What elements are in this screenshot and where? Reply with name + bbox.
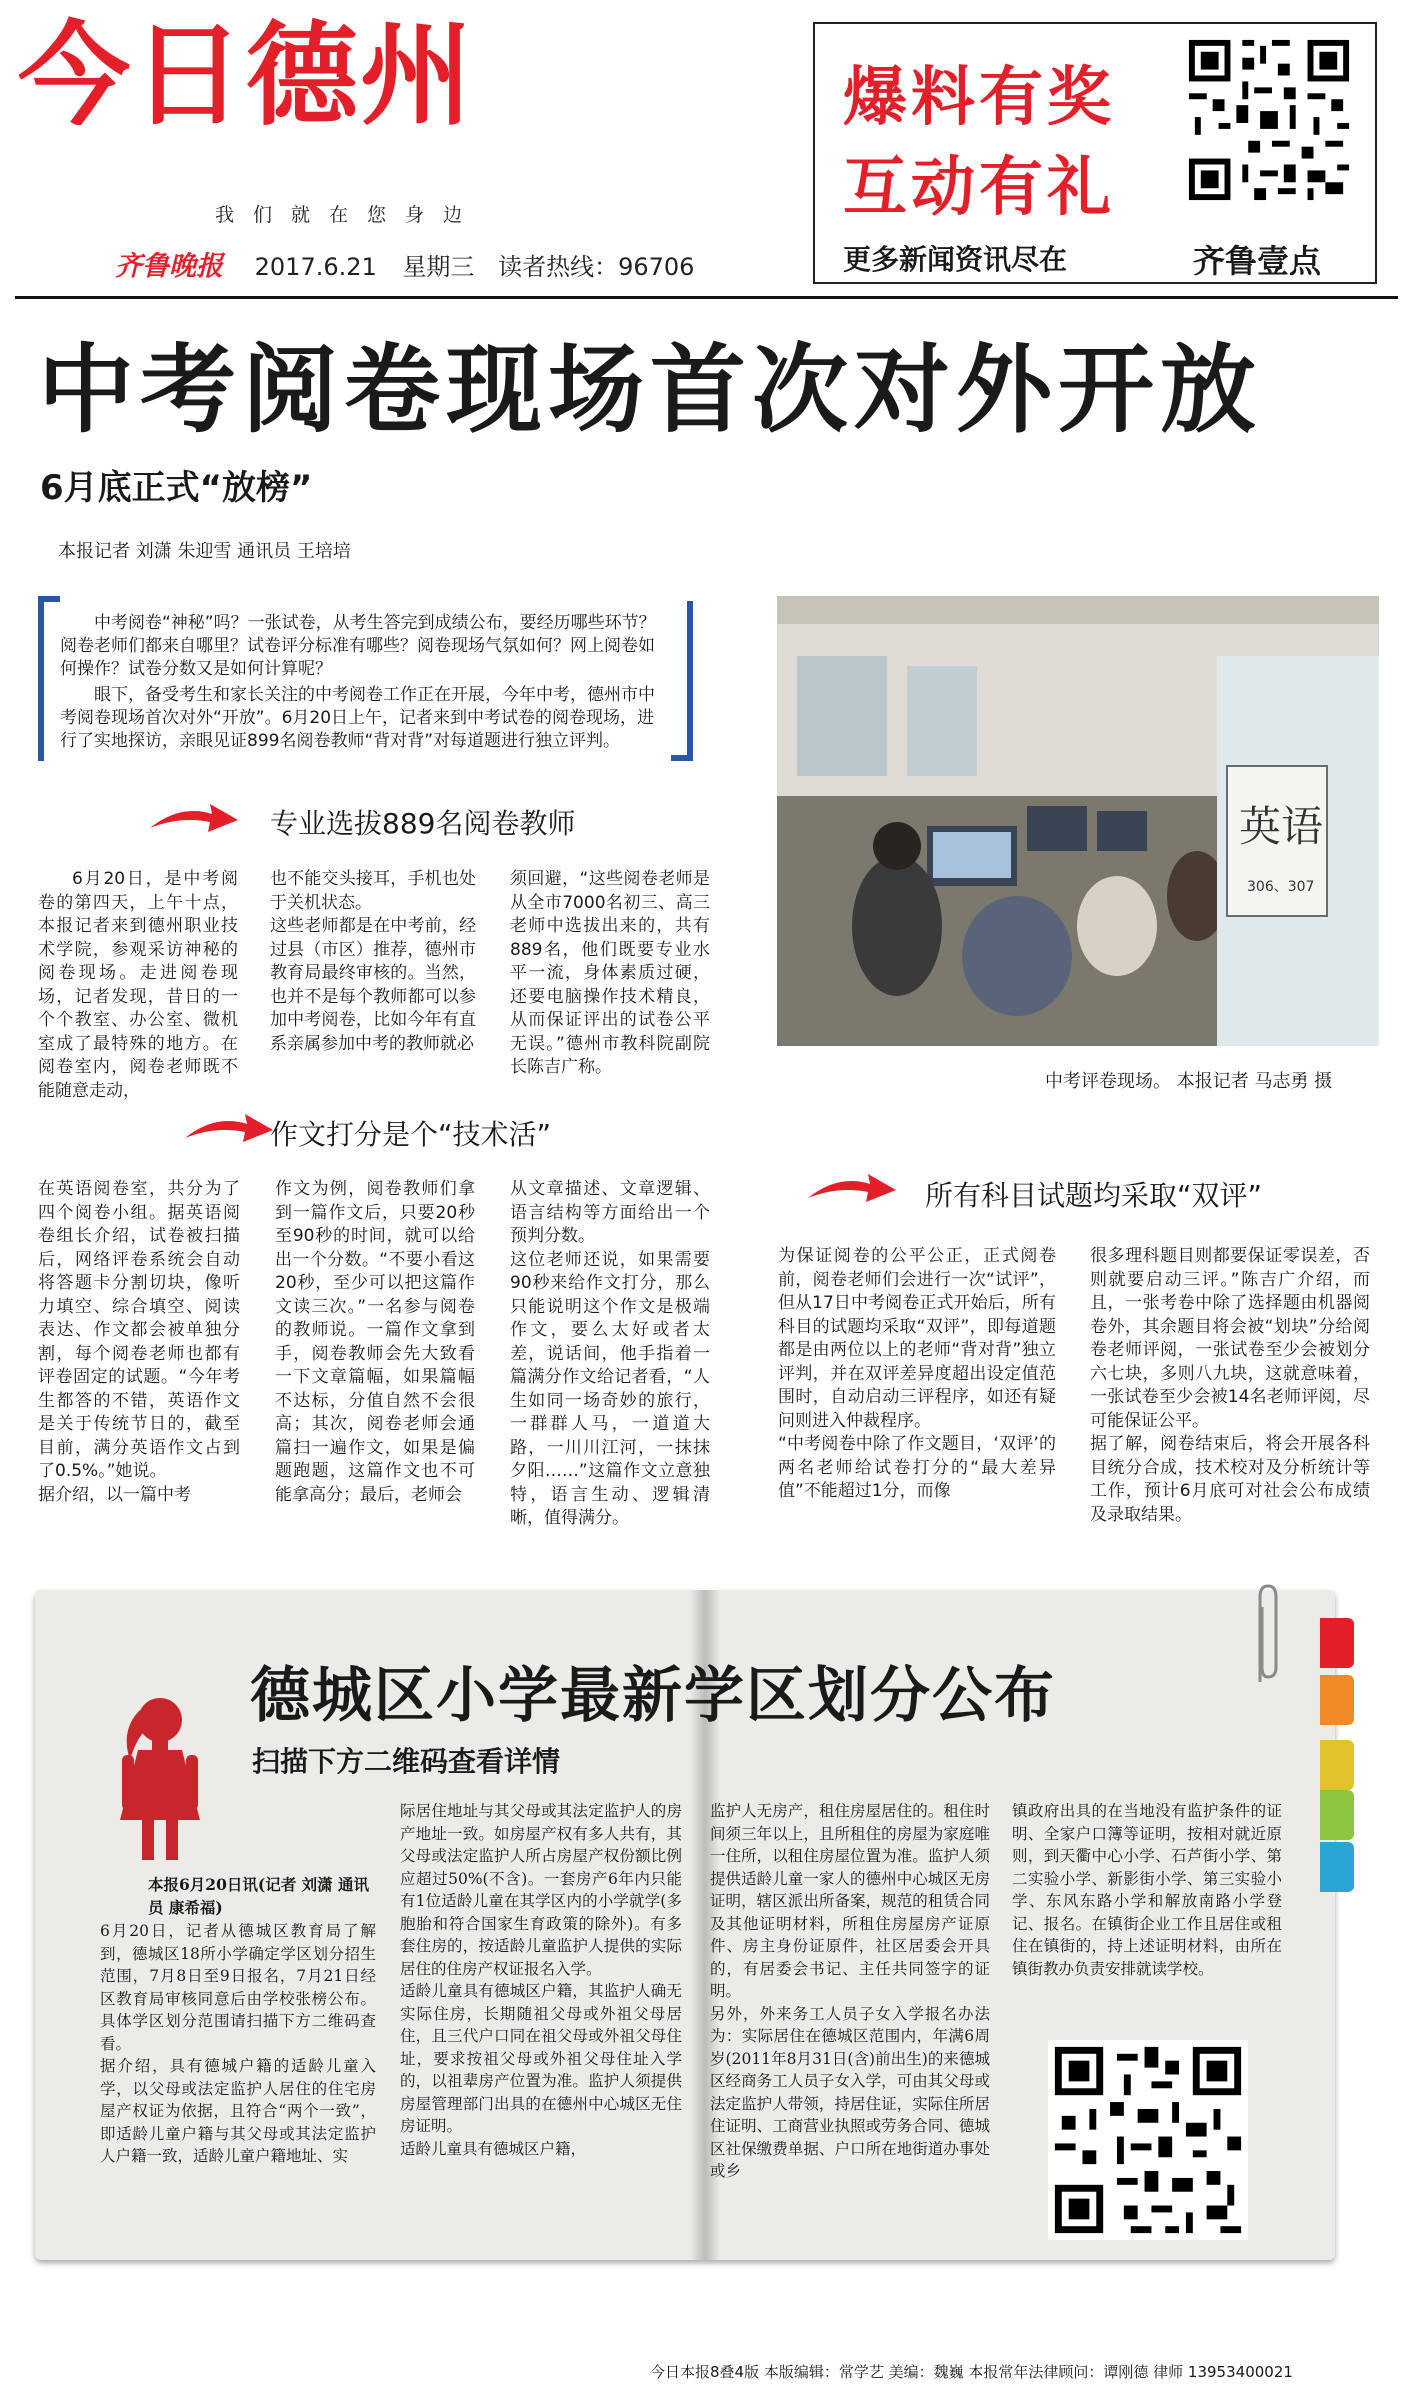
notice-dateline: 本报6月20日讯(记者 刘潇 通讯员 康希福) (148, 1875, 369, 1917)
tab-red (1320, 1618, 1354, 1668)
section-3-title: 所有科目试题均采取“双评” (925, 1179, 1263, 1212)
svg-text:306、307: 306、307 (1247, 879, 1315, 895)
promo-line-2: 互动有礼 (843, 151, 1115, 225)
section-1-col-2: 也不能交头接耳，手机也处于关机状态。 这些老师都是在中考前，经过县（市区）推荐，德州市教育局最终审核的。当然，也并不是每个教师都可以参加中考阅卷，比如今年有直系亲属参加中考的教师就必 (270, 869, 476, 1054)
paperclip-icon (1250, 1582, 1284, 1692)
arrow-icon (150, 800, 238, 834)
lead-paragraph-1: 中考阅卷“神秘”吗？一张试卷，从考生答完到成绩公布，要经历哪些环节？阅卷老师们都来自哪里？试卷评分标准有哪些？阅卷现场气氛如何？网上阅卷如何操作？试卷分数又是如何计算呢？ (60, 613, 656, 679)
article-photo (777, 596, 1379, 1046)
section-2-col-3: 从文章描述、文章逻辑、语言结构等方面给出一个预判分数。 这位老师还说，如果需要90秒来给作文打分，那么只能说明这个作文是极端作文，要么太好或者太差，说话间，他手指着一篇满分作文给记者看，“人生如同一场奇妙的旅行，一群群人马，一道道大路，一川川江河，一抹抹夕阳……”这篇作文立意独特，语言生动、逻辑清晰，值得满分。 (510, 1179, 710, 1528)
section-3-col-2: 很多理科题目则都要保证零误差，否则就要启动三评。”陈吉广介绍，而且，一张考卷中除了选择题由机器阅卷外，其余题目将会被“划块”分给阅卷老师评阅，一张试卷至少会被划分六七块，多则八九块，这就意味着，一张试卷至少会被14名老师评阅，尽可能保证公平。 据了解，阅卷结束后，将会开展各科目统分合成，技术校对及分析统计等工作，预计6月底可对社会公布成绩及录取结果。 (1090, 1246, 1370, 1525)
masthead-info (115, 244, 694, 283)
issue-date: 2017.6.21 (254, 253, 377, 281)
masthead-title: 今日德州 (18, 11, 474, 141)
section-1-col-3: 须回避，“这些阅卷老师是从全市7000名初三、高三老师中选拔出来的，共有889名，他们既要专业水平一流，身体素质过硬，还要电脑操作技术精良，从而保证评出的试卷公平无误。”德州市教科院副院长陈吉广称。 (510, 869, 710, 1077)
article-byline: 本报记者 刘潇 朱迎雪 通讯员 王培培 (58, 541, 351, 562)
section-3-col-1: 为保证阅卷的公平公正，正式阅卷前，阅卷老师们会进行一次“试评”，但从17日中考阅卷正式开始后，所有科目的试题均采取“双评”，即每道题都是由两位以上的老师“背对背”独立评判，并在双评差异度超出设定值范围时，自动启动三评程序，如还有疑问则进入仲裁程序。 “中考阅卷中除了作文题目，‘双评’的两名老师给试卷打分的“最大差异值”不能超过1分，而像 (778, 1246, 1056, 1501)
notice-col-4: 镇政府出具的在当地没有监护条件的证明、全家户口簿等证明，按相对就近原则，到天衢中心小学、石芦街小学、第二实验小学、新影街小学、第三实验小学、东风东路小学和解放南路小学登记、报名。在镇街企业工作且居住或租住在镇街的，持上述证明材料，由所在镇街教办负责安排就读学校。 (1012, 1802, 1282, 1978)
brand-logo: 齐鲁晚报 (115, 251, 223, 282)
arrow-icon (185, 1110, 273, 1144)
promo-brand: 齐鲁壹点 (1193, 242, 1322, 280)
reader-hotline: 读者热线：96706 (498, 253, 695, 281)
notice-col-3: 监护人无房产，租住房屋居住的。租住时间须三年以上，且所租住的房屋为家庭唯一住所，以租住房屋位置为准。监护人须提供适龄儿童一家人的德州中心城区无房证明，辖区派出所备案，规范的租赁合同及其他证明材料，所租住房屋房产证原件、房主身份证原件，社区居委会开具的，有居委会书记、主任共同签字的证明。 另外，外来务工人员子女入学报名办法为：实际居住在德城区范围内，年满6周岁(2011年8月31日(含)前出生)的来德城区经商务工人员子女入学，可由其父母或法定监护人带领，持居住证，实际住所居住证明、工商营业执照或劳务合同、德城区社保缴费单据、户口所在地街道办事处或乡 (710, 1802, 990, 2180)
tab-green (1320, 1790, 1354, 1840)
article-subhead: 6月底正式“放榜” (40, 468, 313, 508)
section-1-col-1: 6月20日，是中考阅卷的第四天，上午十点，本报记者来到德州职业技术学院，参观采访神秘的阅卷现场。走进阅卷现场，记者发现，昔日的一个个教室、办公室、微机室成了最特殊的地方。在阅卷室内，阅卷老师既不能随意走动， (38, 869, 238, 1101)
notice-col-1: 6月20日，记者从德城区教育局了解到，德城区18所小学确定学区划分招生范围，7月8日至9日报名，7月21日经区教育局审核同意后由学校张榜公布。具体学区划分范围请扫描下方二维码查看。 据介绍，具有德城户籍的适龄儿童入学，以父母或法定监护人居住的住宅房屋产权证为依据，且符合“两个一致”，即适龄儿童户籍与其父母或其法定监护人户籍一致，适龄儿童户籍地址、实 (100, 1922, 376, 2165)
lead-paragraph-2: 眼下，备受考生和家长关注的中考阅卷工作正在开展，今年中考，德州市中考阅卷现场首次对外“开放”。6月20日上午，记者来到中考试卷的阅卷现场，进行了实地探访，亲眼见证899名阅卷教师“背对背”对每道题进行独立评判。 (60, 685, 655, 751)
arrow-icon (808, 1170, 896, 1204)
section-2-title: 作文打分是个“技术活” (270, 1118, 552, 1151)
photo-sign-text: 英语 (1239, 802, 1324, 851)
masthead-slogan: 我们就在您身边 (215, 204, 482, 226)
photo-caption: 中考评卷现场。 本报记者 马志勇 摄 (1045, 1071, 1333, 1092)
promo-qr-code[interactable] (1183, 34, 1355, 206)
issue-weekday: 星期三 (402, 253, 475, 281)
promo-line-1: 爆料有奖 (843, 61, 1115, 135)
article-headline: 中考阅卷现场首次对外开放 (38, 334, 1262, 446)
tab-blue (1320, 1842, 1354, 1892)
girl-icon (100, 1680, 220, 1865)
section-2-col-2: 作文为例，阅卷教师们拿到一篇作文后，只要20秒至90秒的时间，就可以给出一个分数。“不要小看这20秒，至少可以把这篇作文读三次。”一名参与阅卷的教师说。一篇作文拿到手，阅卷教师会先大致看一下文章篇幅，如果篇幅不达标，分值自然不会很高；其次，阅卷老师会通篇扫一遍作文，如果是偏题跑题，这篇作文也不可能拿高分；最后，老师会 (275, 1179, 475, 1505)
promo-line-3: 更多新闻资讯尽在 (843, 243, 1068, 276)
tab-yellow (1320, 1740, 1354, 1790)
promo-box (813, 22, 1377, 284)
notice-title: 德城区小学最新学区划分公布 (250, 1661, 1056, 1731)
page-footer: 今日本报8叠4版 本版编辑：常学艺 美编：魏巍 本报常年法律顾问：谭刚德 律师 13953400021 (650, 2363, 1293, 2381)
lead-box (38, 596, 693, 761)
masthead-rule (15, 296, 1398, 299)
notice-col-2: 际居住地址与其父母或其法定监护人的房产地址一致。如房屋产权有多人共有，其父母或法定监护人所占房屋产权份额比例应超过50%(不含)。一套房产6年内只能有1位适龄儿童在其学区内的小学就学(多胞胎和符合国家生育政策的除外)。有多套住房的，按适龄儿童监护人提供的实际居住的住房产权证报名入学。 适龄儿童具有德城区户籍，其监护人确无实际住房，长期随祖父母或外祖父母居住，且三代户口同在祖父母或外祖父母住址，要求按祖父母或外祖父母住址入学的，以祖辈房产位置为准。监护人须提供房屋管理部门出具的在德州中心城区无住房证明。 适龄儿童具有德城区户籍， (400, 1802, 682, 2158)
tab-orange (1320, 1675, 1354, 1725)
section-1-title: 专业选拔889名阅卷教师 (270, 807, 576, 840)
notice-subtitle: 扫描下方二维码查看详情 (252, 1745, 561, 1778)
notice-qr-code[interactable] (1048, 2040, 1248, 2240)
section-2-col-1: 在英语阅卷室，共分为了四个阅卷小组。据英语阅卷组长介绍，试卷被扫描后，网络评卷系统会自动将答题卡分割切块，像听力填空、综合填空、阅读表达、作文都会被单独分割，每个阅卷老师也都有评卷固定的试题。“今年考生都答的不错，英语作文是关于传统节日的，截至目前，满分英语作文占到了0.5%。”她说。 据介绍，以一篇中考 (38, 1179, 240, 1505)
